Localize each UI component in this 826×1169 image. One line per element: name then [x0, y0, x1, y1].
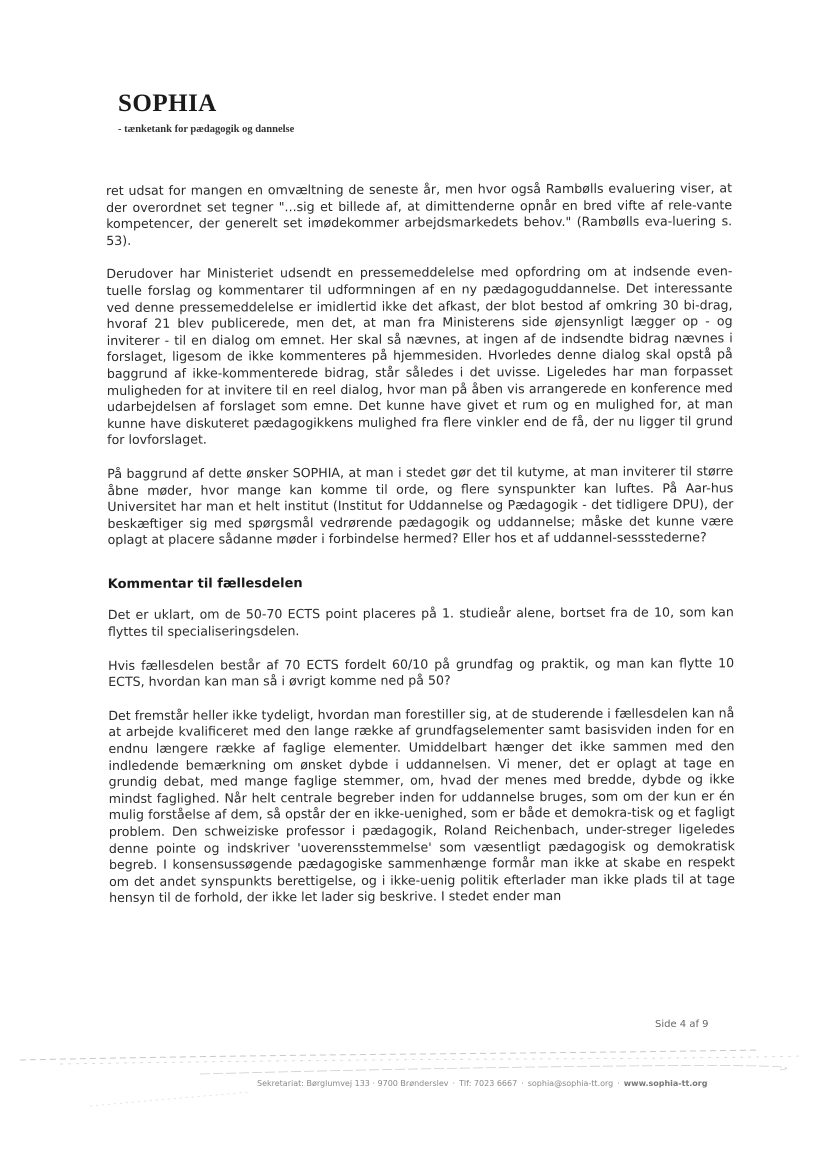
paragraph: Det fremstår heller ikke tydeligt, hvordan man forestiller sig, at de studerende i fællesdelen kan nå at arbejde kvalificeret med den lange række af grundfagselementer samt basisviden inden for en endnu længere række af faglige elementer. Umiddelbart hænger det ikke sammen med den indledende bemærkning om ønsket dybde i uddannelsen. Vi mener, det er oplagt at tage en grundig debat, med mange faglige stemmer, om, hvad der menes med bredde, dybde og ikke mindst faglighed. Når helt centrale begreber inden for uddannelse bruges, som om der kun er én mulig forståelse af dem, så opstår der en ikke-uenighed, som er både et demokra-tisk og et fagligt problem. Den schweiziske professor i pædagogik, Roland Reichenbach, under-streger ligeledes denne pointe og indskriver 'uoverensstemmelse' som væsentligt pædagogisk og demokratisk begreb. I konsensussøgende pædagogiske sammenhænge formår man ikke at skabe en respekt om det andet synspunkts berettigelse, og i ikke-uenig politik efterlader man ikke plads til at tage hensyn til de forhold, der ikke let lader sig beskrive. I stedet ender man — [108, 705, 736, 906]
footer: Sekretariat: Børglumvej 133 · 9700 Brønderslev · Tlf: 7023 6667 · sophia@sophia-tt.org · www.sophia-tt.org — [257, 1079, 708, 1088]
paragraph: På baggrund af dette ønsker SOPHIA, at man i stedet gør det til kutyme, at man inviterer til større åbne møder, hvor mange kan komme til orde, og flere synspunkter kan luftes. På Aar-hus Universitet har man et helt institut (Institut for Uddannelse og Pædagogik - det tidligere DPU), der beskæftiger sig med spørgsmål vedrørende pædagogik og uddannelse; måske det kunne være oplagt at placere sådanne møder i forbindelse hermed? Eller hos et af uddannel-sessstederne? — [107, 463, 734, 548]
page-number: Side 4 af 9 — [655, 1019, 709, 1030]
paragraph: Hvis fællesdelen består af 70 ECTS fordelt 60/10 på grundfag og praktik, og man kan flytte 10 ECTS, hvordan kan man så i øvrigt komme ned på 50? — [108, 654, 735, 690]
footer-address: Sekretariat: Børglumvej 133 · 9700 Brønderslev — [257, 1079, 449, 1088]
footer-decoration — [0, 1040, 826, 1110]
document-body — [106, 180, 735, 924]
paragraph: ret udsat for mangen en omvæltning de seneste år, men hvor også Rambølls evaluering viser, at der overordnet set tegner "...sig et billede af, at dimittenderne opnår en bred vifte af rele-vante kompetencer, der generelt set imødekommer arbejdsmarkedets behov." (Rambølls eva-luering s. 53). — [106, 180, 733, 248]
logo-title: SOPHIA — [118, 90, 217, 117]
footer-website[interactable]: www.sophia-tt.org — [623, 1079, 708, 1088]
paragraph: Derudover har Ministeriet udsendt en pressemeddelelse med opfordring om at indsende even-tuelle forslag og kommentarer til udformningen af en ny pædagoguddannelse. Det interessante ved denne pressemeddelelse er imidlertid ikke det afkast, der blot bestod af omkring 30 bi-drag, hvoraf 21 blev publicerede, men det, at man fra Ministerens side øjensynligt lægger op - og inviterer - til en dialog om emnet. Her skal så nævnes, at ingen af de indsendte bidrag nævnes i forslaget, ligesom de ikke kommenteres på hjemmesiden. Hvorledes denne dialog skal opstå på baggrund af ikke-kommenterede bidrag, står således i det uvisse. Ligeledes har man forpasset muligheden for at invitere til en reel dialog, hvor man på åben vis arrangerede en konference med udarbejdelsen af forslaget som emne. Det kunne have givet et rum og en mulighed for, at man kunne have diskuteret pædagogikkens mulighed fra flere vinkler end de få, der nu ligger til grund for lovforslaget. — [106, 263, 734, 448]
logo — [118, 90, 294, 135]
section-heading: Kommentar til fællesdelen — [107, 576, 303, 592]
paragraph: Det er uklart, om de 50-70 ECTS point placeres på 1. studieår alene, bortset fra de 10, som kan flyttes til specialiseringsdelen. — [107, 604, 734, 640]
footer-email[interactable]: sophia@sophia-tt.org — [527, 1079, 614, 1088]
logo-subtitle: - tænketank for pædagogik og dannelse — [118, 124, 295, 135]
footer-phone: Tlf: 7023 6667 — [459, 1079, 518, 1088]
